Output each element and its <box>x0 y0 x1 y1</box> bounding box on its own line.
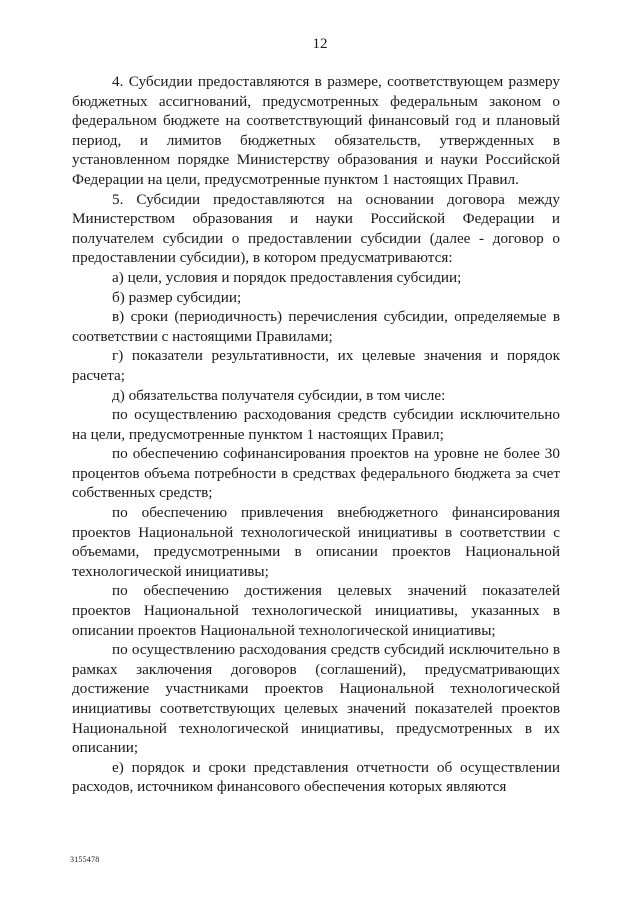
page-number: 12 <box>312 36 328 52</box>
document-body <box>72 72 560 797</box>
obligation-item: по обеспечению привлечения внебюджетного финансирования проектов Национальной технологической инициативы в соответствии с объемами, предусмотренными в описании проектов Национальной технологической инициативы; <box>72 504 560 580</box>
list-item-a: а) цели, условия и порядок предоставления субсидии; <box>112 268 462 286</box>
obligation-item: по обеспечению достижения целевых значений показателей проектов Национальной технологической инициативы, указанных в описании проектов Национальной технологической инициативы; <box>72 582 560 639</box>
obligation-item: по осуществлению расходования средств субсидии исключительно на цели, предусмотренные пунктом 1 настоящих Правил; <box>72 406 560 443</box>
list-item-b: б) размер субсидии; <box>112 288 242 306</box>
list-item-g: г) показатели результативности, их целевые значения и порядок расчета; <box>72 347 560 384</box>
list-item-e: е) порядок и сроки представления отчетности об осуществлении расходов, источником финансового обеспечения которых являются <box>72 758 560 796</box>
obligation-item: по обеспечению софинансирования проектов на уровне не более 30 процентов объема потребности в средствах федерального бюджета за счет собственных средств; <box>72 445 560 502</box>
document-code: 3155478 <box>70 855 100 864</box>
obligation-item: по осуществлению расходования средств субсидий исключительно в рамках заключения договоров (соглашений), предусматривающих достижение участниками проектов Национальной технологической инициативы соответствующих целевых значений показателей проектов Национальной технологической инициативы, предусмотренных в их описании; <box>72 641 560 757</box>
list-item-d: д) обязательства получателя субсидии, в том числе: <box>112 386 446 404</box>
paragraph-4-subsidy-amount: 4. Субсидии предоставляются в размере, соответствующем размеру бюджетных ассигнований, предусмотренных федеральным законом о федеральном бюджете на соответствующий финансовый год и плановый период, и лимитов бюджетных обязательств, утвержденных в установленном порядке Министерству образования и науки Российской Федерации на цели, предусмотренные пунктом 1 настоящих Правил. <box>72 73 560 188</box>
paragraph-5-subsidy-agreement: 5. Субсидии предоставляются на основании договора между Министерством образования и науки Российской Федерации и получателем субсидии о предоставлении субсидии (далее - договор о предоставлении субсидии), в котором предусматриваются: <box>72 190 560 267</box>
list-item-v: в) сроки (периодичность) перечисления субсидии, определяемые в соответствии с настоящими Правилами; <box>72 308 560 345</box>
